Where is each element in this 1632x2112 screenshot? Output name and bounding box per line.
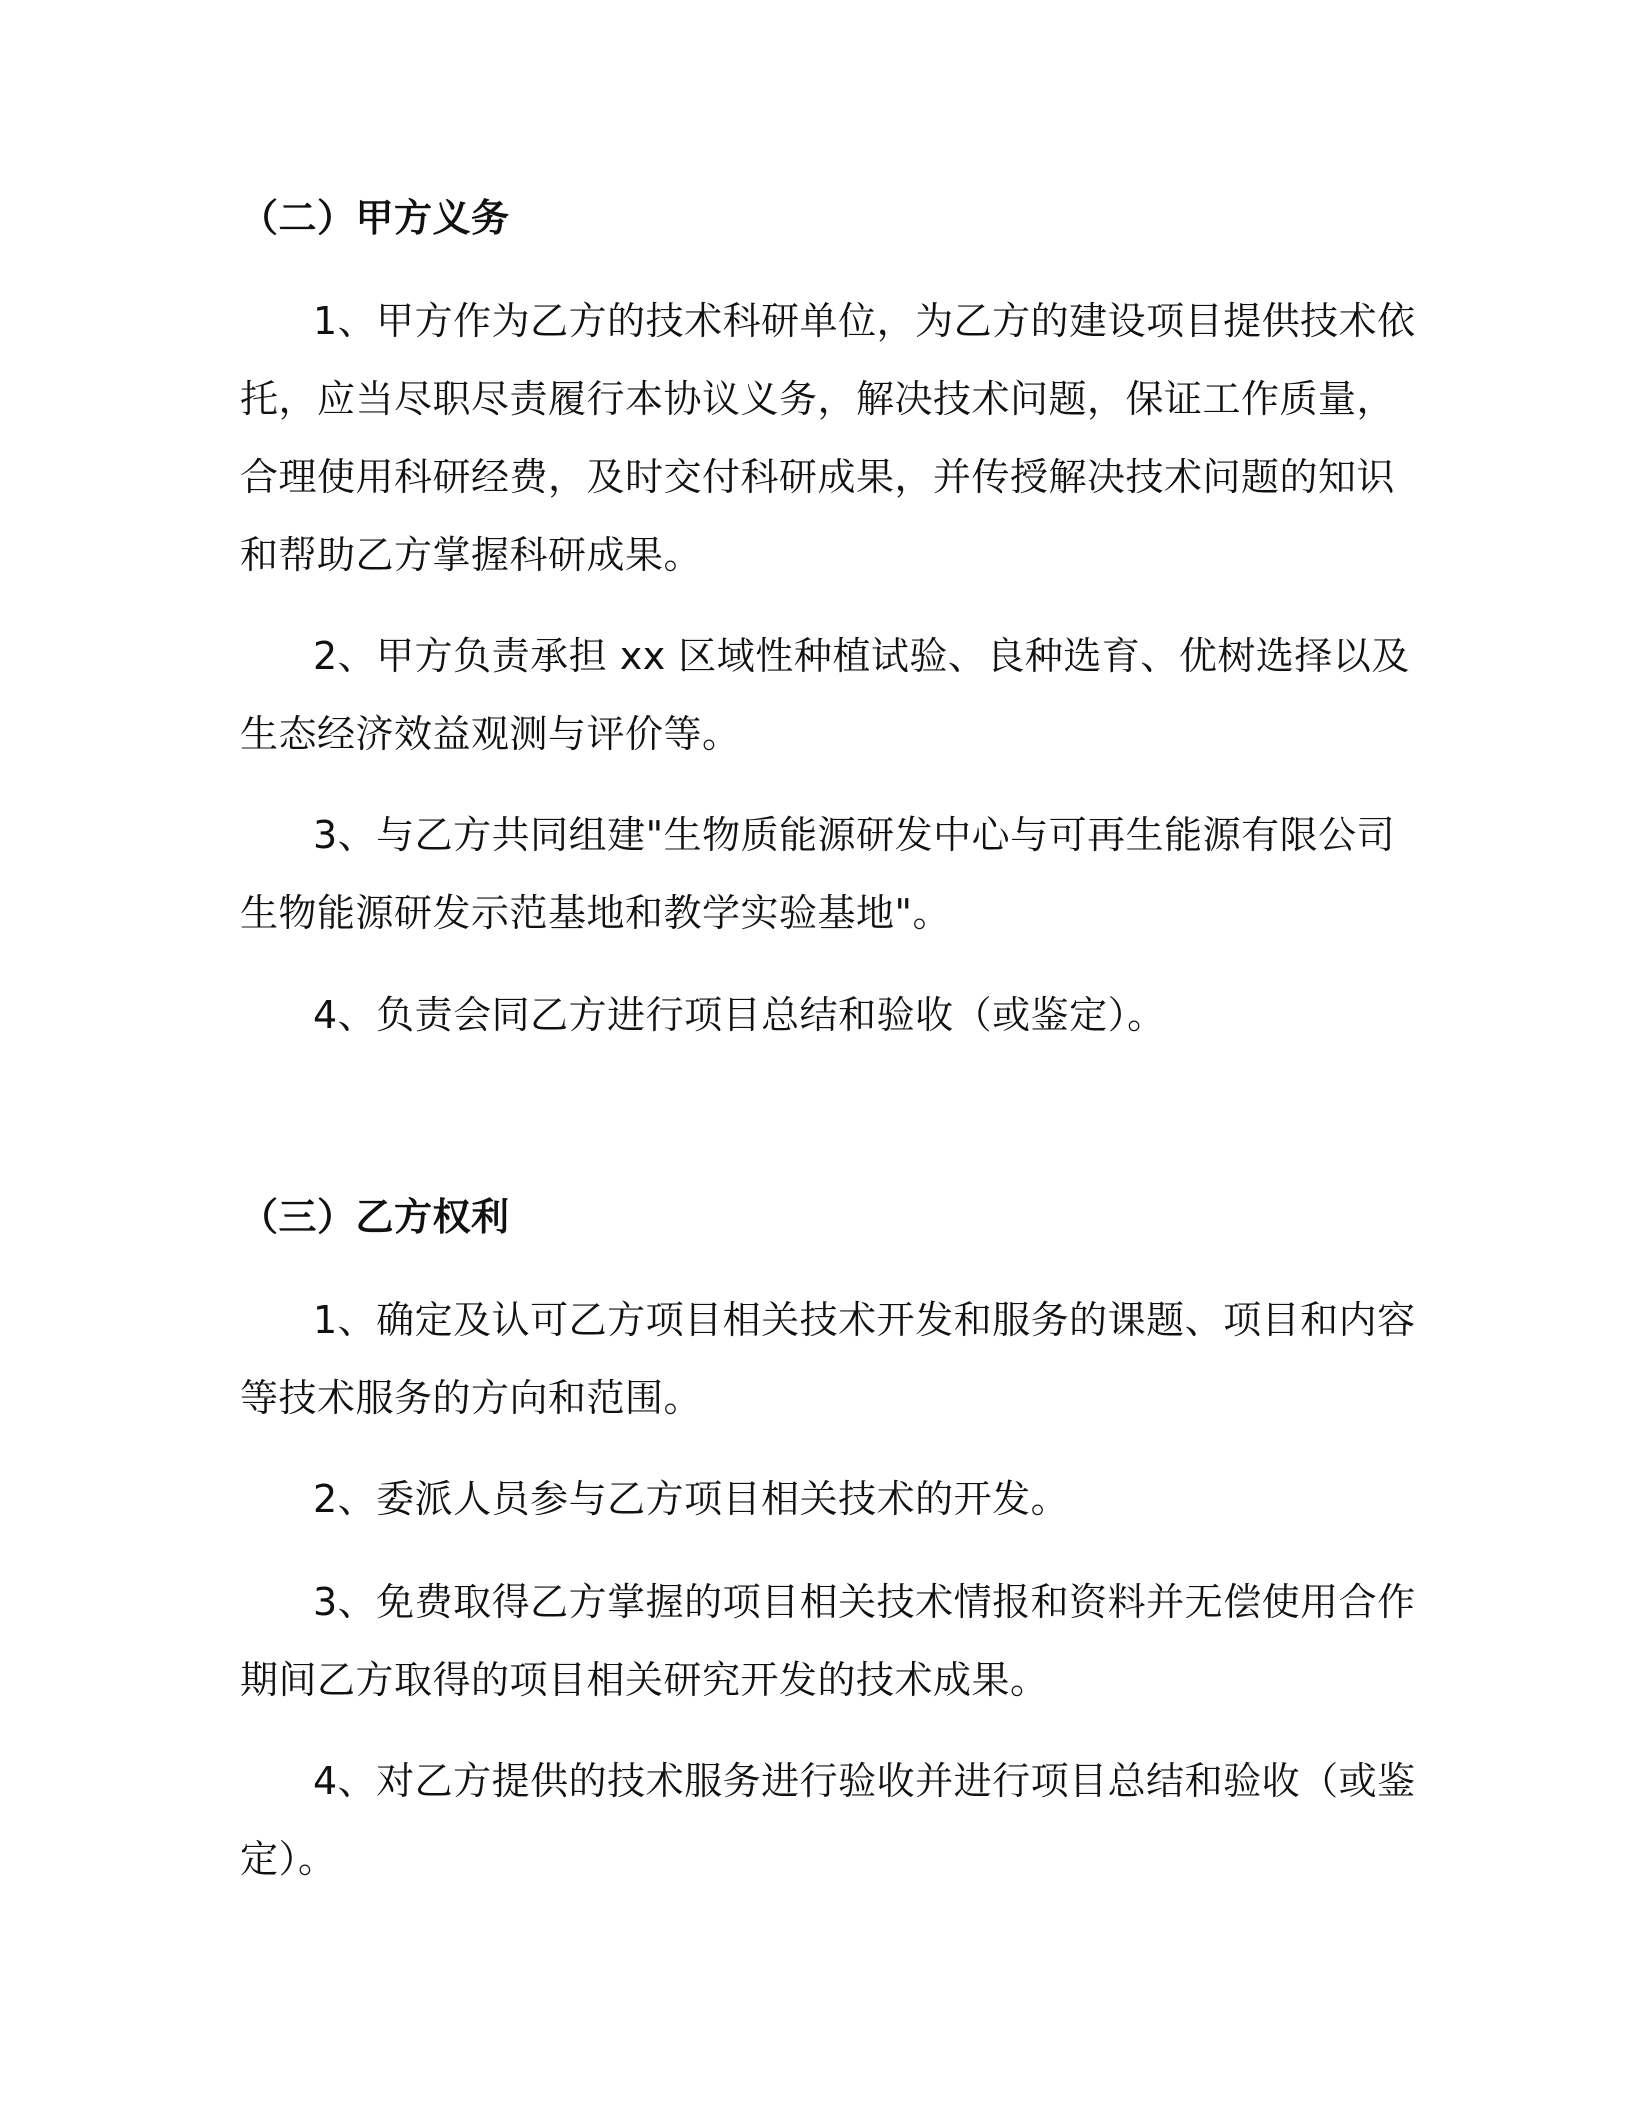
rights-item-2 [240,1460,1390,1538]
rights-item-1 [240,1281,1416,1437]
obligation-item-4 [240,976,1390,1054]
text-line: 生物能源研发示范基地和教学实验基地"。 [240,891,951,935]
section-heading-obligations: （二）甲方义务 [240,196,510,240]
obligation-item-1 [240,282,1416,594]
text-line: 4、对乙方提供的技术服务进行验收并进行项目总结和验收（或鉴 [313,1759,1416,1803]
text-line: 和帮助乙方掌握科研成果。 [240,533,703,577]
text-line: 期间乙方取得的项目相关研究开发的技术成果。 [240,1658,1049,1702]
text-line: 3、与乙方共同组建"生物质能源研发中心与可再生能源有限公司 [313,813,1396,857]
text-line: 2、委派人员参与乙方项目相关技术的开发。 [313,1477,1070,1521]
text-line: 合理使用科研经费，及时交付科研成果，并传授解决技术问题的知识 [240,455,1396,499]
obligation-item-2 [240,617,1410,773]
text-line: 1、甲方作为乙方的技术科研单位，为乙方的建设项目提供技术依 [313,299,1416,343]
text-line: 2、甲方负责承担 xx 区域性种植试验、良种选育、优树选择以及 [313,634,1410,678]
text-line: 托，应当尽职尽责履行本协议义务，解决技术问题，保证工作质量， [240,377,1396,421]
text-line: 3、免费取得乙方掌握的项目相关技术情报和资料并无偿使用合作 [313,1580,1416,1624]
text-line: 定）。 [240,1837,337,1881]
text-line: 4、负责会同乙方进行项目总结和验收（或鉴定）。 [313,993,1166,1037]
rights-item-4 [240,1742,1416,1898]
text-line: 生态经济效益观测与评价等。 [240,712,741,756]
rights-item-3 [240,1563,1416,1719]
text-line: 等技术服务的方向和范围。 [240,1376,703,1420]
text-line: 1、确定及认可乙方项目相关技术开发和服务的课题、项目和内容 [313,1298,1416,1342]
obligation-item-3 [240,796,1396,952]
section-heading-rights: （三）乙方权利 [240,1195,510,1239]
